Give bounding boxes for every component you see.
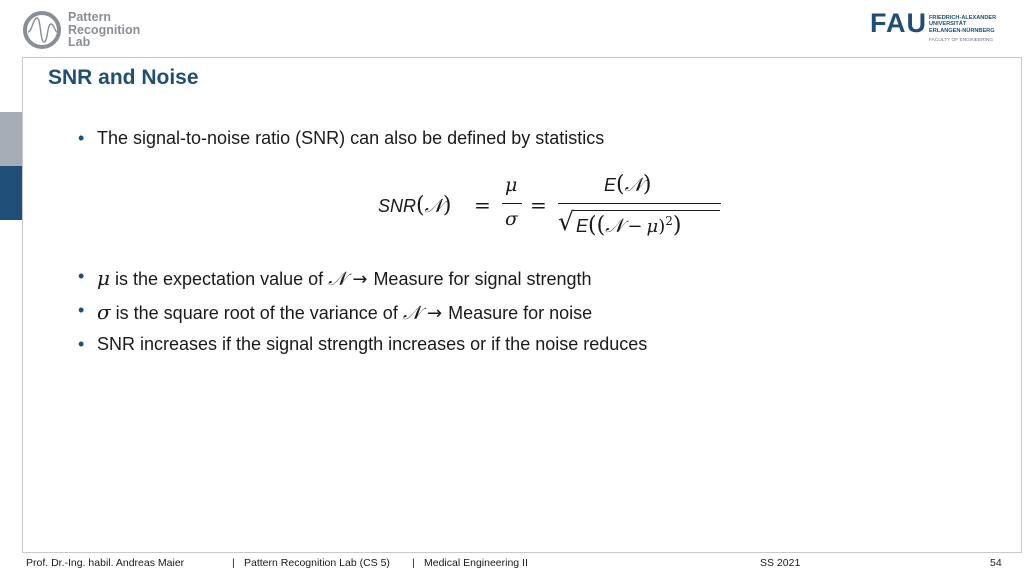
formula-sigma: σ <box>505 208 518 230</box>
formula-fraction-bar-1 <box>502 203 522 204</box>
frame-left-rule <box>22 57 23 552</box>
footer-page-number: 54 <box>990 557 1002 569</box>
fau-logo-word: FAU <box>870 8 927 38</box>
formula-mu: μ <box>505 174 518 196</box>
footer-lab: Pattern Recognition Lab (CS 5) <box>244 557 390 569</box>
fau-logo-faculty: FACULTY OF ENGINEERING <box>929 38 994 43</box>
formula-sqrt-icon: √ <box>558 207 574 236</box>
pattern-recognition-lab-logo <box>22 10 172 54</box>
bullet-text: The signal-to-noise ratio (SNR) can also be defined by statistics <box>97 128 605 148</box>
snr-formula <box>378 172 723 242</box>
frame-right-rule <box>1021 57 1022 552</box>
bullet-icon: • <box>78 266 85 286</box>
bullet-text: μ is the expectation value of 𝒩 → Measure for signal strength <box>97 266 592 290</box>
bullet-icon: • <box>78 128 85 148</box>
formula-equals-1: = <box>474 193 491 217</box>
sidebar-accent-gray <box>0 112 22 166</box>
footer-rule <box>22 552 1022 553</box>
fau-logo <box>870 10 1005 46</box>
footer-semester: SS 2021 <box>760 557 801 569</box>
lab-logo-text: Pattern Recognition Lab <box>68 10 141 49</box>
footer-author: Prof. Dr.-Ing. habil. Andreas Maier <box>26 557 185 569</box>
formula-lhs: SNR(𝒩) <box>378 193 452 218</box>
bullet-icon: • <box>78 334 85 354</box>
fau-logo-university: FRIEDRICH-ALEXANDER UNIVERSITÄT ERLANGEN-NÜRNBERG <box>929 15 997 34</box>
bullet-icon: • <box>78 300 85 320</box>
formula-denominator: E((𝒩 − μ)$^2$) <box>576 213 682 238</box>
footer-separator: | <box>232 557 235 569</box>
formula-equals-2: = <box>530 193 547 217</box>
footer-separator: | <box>412 557 415 569</box>
bullet-text: σ is the square root of the variance of 𝒩 → Measure for noise <box>97 300 593 324</box>
lab-logo-icon <box>22 10 62 50</box>
bullet-text: SNR increases if the signal strength increases or if the noise reduces <box>97 334 648 354</box>
formula-sqrt-bar <box>574 210 720 211</box>
footer-course: Medical Engineering II <box>424 557 528 569</box>
header-rule <box>22 57 1022 58</box>
slide-title: SNR and Noise <box>48 66 199 89</box>
sidebar-accent-blue <box>0 166 22 220</box>
formula-fraction-bar-2 <box>558 203 721 204</box>
formula-numerator: E(𝒩) <box>604 172 652 197</box>
